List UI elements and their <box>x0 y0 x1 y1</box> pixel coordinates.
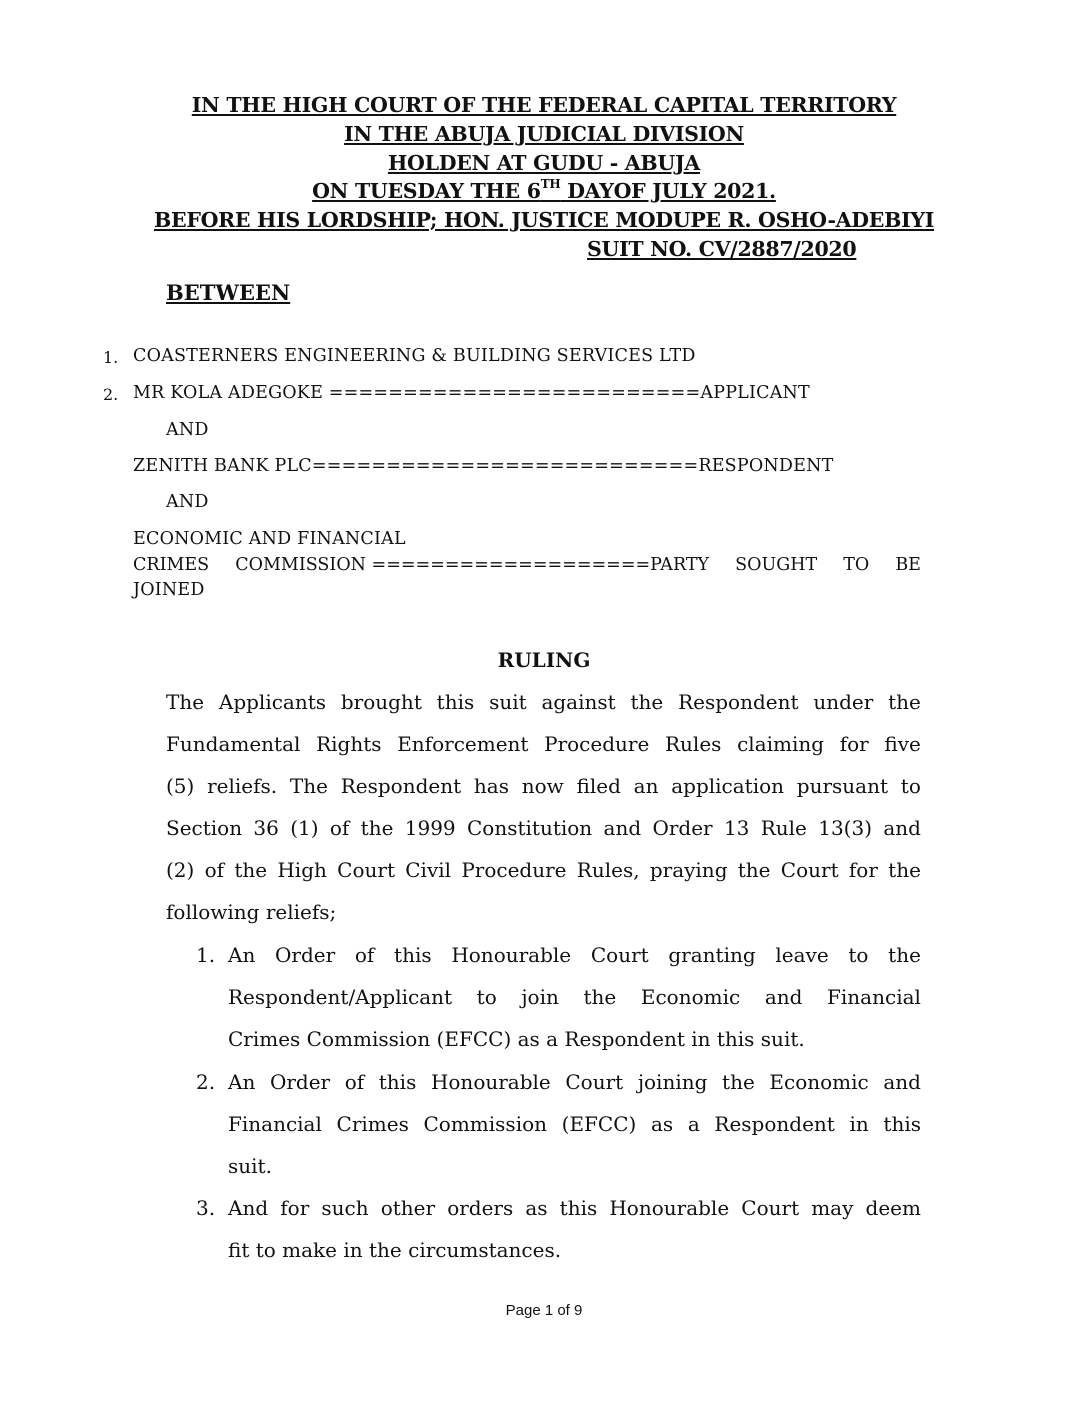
text-line <box>228 1070 921 1094</box>
word: The <box>289 774 328 798</box>
word: for <box>280 1196 310 1220</box>
word: Rule <box>760 816 807 840</box>
word: leave <box>775 943 829 967</box>
party-1-name: COASTERNERS ENGINEERING & BUILDING SERVICES LTD <box>133 346 696 366</box>
word: Rules, <box>576 858 640 882</box>
between-heading: BETWEEN <box>166 280 291 305</box>
word: High <box>277 858 327 882</box>
word: of <box>329 816 350 840</box>
word: Honourable <box>451 943 572 967</box>
hearing-date-sup: TH <box>540 177 561 191</box>
text-line <box>166 732 921 756</box>
word: Section <box>166 816 243 840</box>
word: Respondent <box>678 690 799 714</box>
word: 13(3) <box>818 816 872 840</box>
word: Rights <box>316 732 382 756</box>
word: to <box>476 985 497 1009</box>
word: Economic <box>769 1070 869 1094</box>
word: (5) <box>166 774 195 798</box>
word: Court <box>565 1070 624 1094</box>
word: An <box>228 943 256 967</box>
word: of <box>344 1070 365 1094</box>
efcc-word: BE <box>895 555 921 575</box>
word: 13 <box>723 816 750 840</box>
word: Constitution <box>466 816 593 840</box>
party-1-number: 1. <box>103 348 119 367</box>
text-line <box>228 1238 561 1262</box>
word: of <box>354 943 375 967</box>
word: the <box>360 816 394 840</box>
word: and <box>603 816 642 840</box>
word: following reliefs; <box>166 900 337 924</box>
word: the <box>737 858 771 882</box>
word: and <box>764 985 803 1009</box>
word: Applicants <box>218 690 327 714</box>
word: Order <box>269 1070 331 1094</box>
word: Respondent <box>714 1112 835 1136</box>
word: claiming <box>737 732 825 756</box>
party-2-number: 2. <box>103 385 119 404</box>
and-separator-2: AND <box>166 492 209 512</box>
respondent-name: ZENITH BANK PLC==========================RESPONDENT <box>133 456 834 476</box>
word: as <box>525 1196 548 1220</box>
efcc-word: TO <box>843 555 870 575</box>
word: such <box>321 1196 369 1220</box>
word: a <box>687 1112 700 1136</box>
court-title: IN THE HIGH COURT OF THE FEDERAL CAPITAL TERRITORY <box>191 93 897 117</box>
presiding-judge: BEFORE HIS LORDSHIP; HON. JUSTICE MODUPE R. OSHO-ADEBIYI <box>153 208 935 232</box>
and-separator-1: AND <box>166 420 209 440</box>
text-line <box>166 858 921 882</box>
word: 36 <box>253 816 279 840</box>
word: Crimes Commission (EFCC) as a Respondent in this suit. <box>228 1027 805 1051</box>
ruling-title: RULING <box>497 648 591 672</box>
text-line <box>166 816 921 840</box>
word: Enforcement <box>397 732 529 756</box>
word: 1999 <box>404 816 456 840</box>
word: Procedure <box>544 732 650 756</box>
word: Respondent/Applicant <box>228 985 453 1009</box>
word: Civil <box>405 858 452 882</box>
relief-number: 2. <box>196 1070 216 1094</box>
word: the <box>888 858 921 882</box>
word: (1) <box>290 816 319 840</box>
word: the <box>722 1070 755 1094</box>
word: Fundamental <box>166 732 301 756</box>
text-line <box>166 774 921 798</box>
word: Procedure <box>461 858 567 882</box>
efcc-word: CRIMES <box>133 555 210 575</box>
word: Court <box>337 858 395 882</box>
word: and <box>883 816 921 840</box>
word: under <box>813 690 874 714</box>
word: may <box>811 1196 854 1220</box>
word: now <box>521 774 564 798</box>
text-line <box>166 900 336 924</box>
suit-number: SUIT NO. CV/2887/2020 <box>587 237 857 261</box>
word: filed <box>576 774 621 798</box>
hearing-date <box>0 179 1088 203</box>
word: deem <box>865 1196 921 1220</box>
efcc-line-2 <box>133 555 921 575</box>
efcc-line-3: JOINED <box>133 580 205 600</box>
word: (2) <box>166 858 195 882</box>
word: this <box>378 1070 417 1094</box>
word: this <box>883 1112 921 1136</box>
efcc-word: COMMISSION ===================PARTY <box>235 555 710 575</box>
relief-number: 3. <box>196 1196 216 1220</box>
word: praying <box>649 858 728 882</box>
word: and <box>883 1070 921 1094</box>
text-line <box>228 1112 921 1136</box>
word: Court <box>590 943 649 967</box>
word: suit <box>489 690 527 714</box>
word: joining <box>637 1070 708 1094</box>
text-line <box>228 1196 921 1220</box>
word: the <box>888 943 921 967</box>
hearing-date-post: DAYOF JULY 2021. <box>560 179 776 203</box>
efcc-word: SOUGHT <box>735 555 818 575</box>
holden-at: HOLDEN AT GUDU - ABUJA <box>387 151 701 175</box>
word: Respondent <box>340 774 462 798</box>
word: against <box>541 690 616 714</box>
efcc-line-1: ECONOMIC AND FINANCIAL <box>133 529 406 549</box>
word: the <box>583 985 617 1009</box>
word: of <box>204 858 225 882</box>
text-line <box>228 985 921 1009</box>
party-2-name: MR KOLA ADEGOKE =========================APPLICANT <box>133 383 810 403</box>
relief-number: 1. <box>196 943 216 967</box>
word: suit. <box>228 1154 272 1178</box>
word: Rules <box>664 732 722 756</box>
text-line <box>228 1027 805 1051</box>
word: this <box>559 1196 598 1220</box>
word: for <box>848 858 878 882</box>
word: Economic <box>640 985 741 1009</box>
word: brought <box>340 690 422 714</box>
word: the <box>630 690 664 714</box>
word: An <box>228 1070 256 1094</box>
word: other <box>380 1196 436 1220</box>
word: fit to make in the circumstances. <box>228 1238 562 1262</box>
word: Honourable <box>609 1196 730 1220</box>
word: to <box>900 774 921 798</box>
word: Commission <box>423 1112 548 1136</box>
word: for <box>839 732 869 756</box>
word: the <box>234 858 268 882</box>
word: The <box>166 690 205 714</box>
word: granting <box>668 943 756 967</box>
word: And <box>228 1196 269 1220</box>
word: five <box>884 732 921 756</box>
word: Court <box>780 858 839 882</box>
text-line <box>228 1154 272 1178</box>
word: an <box>633 774 659 798</box>
word: Crimes <box>336 1112 409 1136</box>
word: application <box>671 774 785 798</box>
word: has <box>473 774 509 798</box>
text-line <box>166 690 921 714</box>
word: Financial <box>827 985 921 1009</box>
word: orders <box>447 1196 514 1220</box>
text-line <box>228 943 921 967</box>
word: to <box>848 943 869 967</box>
word: Court <box>741 1196 800 1220</box>
word: join <box>521 985 559 1009</box>
word: reliefs. <box>207 774 278 798</box>
word: the <box>888 690 921 714</box>
word: in <box>849 1112 869 1136</box>
word: Financial <box>228 1112 322 1136</box>
word: as <box>650 1112 674 1136</box>
word: pursuant <box>796 774 889 798</box>
word: (EFCC) <box>561 1112 637 1136</box>
hearing-date-pre: ON TUESDAY THE 6 <box>312 179 541 203</box>
word: Honourable <box>430 1070 551 1094</box>
word: this <box>436 690 475 714</box>
word: this <box>394 943 432 967</box>
word: Order <box>275 943 336 967</box>
judicial-division: IN THE ABUJA JUDICIAL DIVISION <box>344 122 744 146</box>
word: Order <box>652 816 713 840</box>
page-footer: Page 1 of 9 <box>505 1302 583 1319</box>
